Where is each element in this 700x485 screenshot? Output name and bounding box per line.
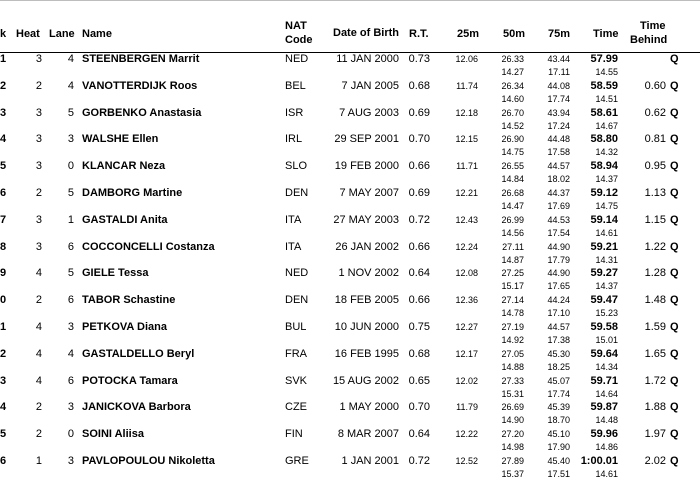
cell-time: 59.71 (590, 374, 618, 387)
cell-dob: 18 FEB 2005 (334, 294, 399, 307)
table-row (0, 161, 700, 188)
cell-rt: 0.72 (408, 455, 430, 467)
cell-i75: 18.25 (547, 361, 570, 372)
table-row (0, 81, 700, 108)
cell-i100: 14.61 (595, 227, 618, 238)
table-row (0, 322, 700, 349)
cell-s75: 44.37 (547, 188, 570, 198)
cell-i100: 14.31 (595, 254, 618, 265)
cell-i100: 14.75 (595, 201, 618, 211)
cell-i100: 14.37 (595, 174, 618, 185)
cell-dob: 11 JAN 2000 (336, 53, 399, 65)
cell-lane: 3 (67, 133, 74, 146)
cell-i100: 14.51 (595, 93, 618, 104)
cell-nat: FIN (285, 428, 303, 441)
cell-s50: 27.19 (501, 322, 524, 332)
cell-nat: SVK (285, 374, 308, 387)
cell-s50: 26.68 (501, 188, 524, 198)
cell-i75: 17.10 (547, 308, 570, 319)
cell-i100: 14.64 (595, 388, 618, 399)
table-row (0, 456, 700, 483)
cell-time: 59.58 (590, 321, 618, 333)
cell-heat: 3 (35, 133, 42, 146)
cell-name: PAVLOPOULOU Nikoletta (82, 455, 215, 467)
cell-s75: 44.57 (547, 161, 570, 172)
header-dob: Date of Birth (333, 27, 399, 39)
cell-i75: 17.24 (547, 120, 570, 131)
table-row (0, 268, 700, 295)
cell-s25: 11.79 (456, 402, 478, 413)
cell-behind: 0.62 (644, 106, 666, 119)
cell-s75: 44.57 (547, 322, 570, 332)
cell-i100: 14.55 (595, 67, 618, 77)
cell-heat: 4 (35, 321, 42, 333)
cell-lane: 4 (67, 79, 74, 92)
cell-s75: 44.90 (547, 241, 570, 252)
cell-lane: 6 (67, 374, 74, 387)
cell-s50: 27.25 (501, 268, 524, 279)
cell-dob: 27 MAY 2003 (333, 213, 399, 226)
cell-name: STEENBERGEN Marrit (82, 53, 200, 65)
cell-s50: 26.90 (501, 134, 524, 145)
cell-q: Q (670, 240, 679, 253)
header-name: Name (82, 28, 112, 40)
cell-s75: 44.48 (547, 134, 570, 145)
cell-i75: 17.65 (547, 281, 570, 292)
cell-s25: 12.27 (455, 322, 478, 332)
cell-lane: 5 (67, 106, 74, 119)
cell-q: Q (670, 374, 679, 387)
cell-s75: 43.44 (547, 54, 570, 64)
cell-dob: 1 JAN 2001 (341, 455, 399, 467)
cell-i100: 14.48 (595, 415, 618, 426)
cell-heat: 3 (35, 160, 42, 173)
cell-s75: 44.08 (547, 80, 570, 91)
cell-s75: 44.90 (547, 268, 570, 279)
cell-dob: 8 MAR 2007 (337, 428, 399, 441)
cell-dob: 26 JAN 2002 (335, 240, 399, 253)
cell-time: 59.96 (590, 428, 618, 441)
cell-name: GASTALDI Anita (82, 213, 168, 226)
cell-s25: 12.06 (455, 54, 478, 64)
cell-time: 59.64 (590, 347, 618, 360)
cell-q: Q (670, 428, 679, 441)
cell-i50: 14.78 (501, 308, 524, 319)
table-row (0, 215, 700, 242)
table-row (0, 402, 700, 429)
cell-s50: 27.14 (501, 295, 524, 306)
cell-dob: 1 NOV 2002 (338, 267, 399, 280)
cell-rt: 0.66 (408, 160, 430, 173)
table-row (0, 429, 700, 456)
cell-nat: SLO (285, 160, 308, 173)
cell-rt: 0.64 (408, 428, 430, 441)
header-50m: 50m (503, 28, 526, 40)
cell-lane: 3 (67, 401, 74, 414)
cell-rank: 4 (0, 133, 7, 146)
cell-lane: 0 (67, 160, 74, 173)
header-rank: k (0, 28, 7, 40)
cell-dob: 7 AUG 2003 (339, 106, 399, 119)
top-divider (0, 0, 700, 1)
cell-s75: 45.40 (547, 456, 570, 466)
cell-i75: 17.58 (547, 147, 570, 158)
cell-s75: 45.07 (547, 375, 570, 386)
cell-time: 58.61 (590, 106, 618, 119)
cell-q: Q (670, 160, 679, 173)
cell-lane: 3 (67, 455, 74, 467)
cell-lane: 6 (67, 240, 74, 253)
cell-rank: 1 (0, 321, 7, 333)
cell-behind: 1.13 (644, 187, 666, 199)
cell-behind: 1.59 (644, 321, 666, 333)
cell-q: Q (670, 213, 679, 226)
cell-s25: 12.02 (455, 375, 478, 386)
cell-s25: 12.17 (455, 348, 478, 359)
cell-heat: 3 (35, 106, 42, 119)
cell-s50: 27.89 (501, 456, 524, 466)
cell-dob: 15 AUG 2002 (332, 374, 399, 387)
cell-dob: 10 JUN 2000 (334, 321, 399, 333)
cell-rt: 0.69 (408, 106, 430, 119)
cell-lane: 5 (67, 267, 74, 280)
cell-nat: BEL (285, 79, 306, 92)
cell-dob: 1 MAY 2000 (339, 401, 399, 414)
cell-q: Q (670, 401, 679, 414)
header-rt: R.T. (409, 28, 429, 40)
cell-rt: 0.73 (408, 53, 430, 65)
table-header (0, 14, 700, 54)
cell-rank: 0 (0, 294, 7, 307)
cell-nat: ITA (285, 240, 302, 253)
cell-i50: 14.92 (501, 335, 524, 345)
cell-i100: 14.37 (595, 281, 618, 292)
cell-s25: 11.71 (456, 161, 478, 172)
cell-rt: 0.68 (408, 79, 430, 92)
cell-i50: 14.27 (501, 67, 524, 77)
cell-i75: 18.02 (547, 174, 570, 185)
cell-rank: 9 (0, 267, 7, 280)
cell-nat: BUL (285, 321, 307, 333)
cell-s25: 12.22 (455, 429, 478, 440)
cell-s50: 26.99 (501, 214, 524, 225)
cell-name: TABOR Schastine (82, 294, 176, 307)
cell-i50: 14.87 (501, 254, 524, 265)
cell-heat: 3 (35, 213, 42, 226)
cell-i50: 14.88 (501, 361, 524, 372)
header-lane: Lane (49, 28, 75, 40)
cell-i100: 15.01 (595, 335, 618, 345)
cell-i75: 17.54 (547, 227, 570, 238)
cell-s25: 12.52 (455, 456, 478, 466)
cell-q: Q (670, 187, 679, 199)
cell-s75: 43.94 (547, 107, 570, 118)
cell-q: Q (670, 347, 679, 360)
cell-s50: 26.34 (501, 80, 524, 91)
cell-name: COCCONCELLI Costanza (82, 240, 215, 253)
cell-lane: 0 (67, 428, 74, 441)
cell-i50: 14.52 (501, 120, 524, 131)
cell-time: 57.99 (590, 53, 618, 65)
cell-heat: 3 (35, 53, 42, 65)
cell-i50: 15.31 (501, 388, 524, 399)
header-time-behind-2: Behind (630, 34, 668, 46)
cell-i50: 14.90 (501, 415, 524, 426)
cell-name: JANICKOVA Barbora (82, 401, 191, 414)
header-code: Code (285, 34, 313, 46)
cell-q: Q (670, 294, 679, 307)
cell-q: Q (670, 267, 679, 280)
cell-i75: 17.51 (547, 469, 570, 479)
cell-behind: 0.81 (644, 133, 666, 146)
cell-rt: 0.68 (408, 347, 430, 360)
cell-q: Q (670, 455, 679, 467)
cell-i100: 14.67 (595, 120, 618, 131)
cell-behind: 1.97 (644, 428, 666, 441)
cell-rank: 6 (0, 187, 7, 199)
cell-rank: 2 (0, 347, 7, 360)
cell-s50: 26.70 (501, 107, 524, 118)
cell-q: Q (670, 53, 679, 65)
cell-name: DAMBORG Martine (82, 187, 183, 199)
cell-rank: 5 (0, 160, 7, 173)
cell-i75: 17.38 (547, 335, 570, 345)
cell-heat: 2 (35, 294, 42, 307)
cell-q: Q (670, 79, 679, 92)
cell-heat: 2 (35, 187, 42, 199)
cell-heat: 2 (35, 401, 42, 414)
cell-rt: 0.72 (408, 213, 430, 226)
cell-lane: 4 (67, 347, 74, 360)
cell-dob: 19 FEB 2000 (334, 160, 399, 173)
cell-name: GIELE Tessa (82, 267, 149, 280)
header-25m: 25m (457, 28, 480, 40)
cell-s25: 12.08 (455, 268, 478, 279)
cell-s50: 27.05 (501, 348, 524, 359)
table-row (0, 54, 700, 81)
header-time: Time (593, 28, 619, 40)
cell-name: GORBENKO Anastasia (82, 106, 202, 119)
cell-heat: 3 (35, 240, 42, 253)
cell-s50: 27.33 (501, 375, 524, 386)
cell-i75: 17.11 (548, 67, 570, 77)
cell-behind: 1.48 (644, 294, 666, 307)
cell-behind: 1.88 (644, 401, 666, 414)
cell-q: Q (670, 133, 679, 146)
table-row (0, 134, 700, 161)
cell-s25: 12.24 (455, 241, 478, 252)
cell-lane: 4 (67, 53, 74, 65)
cell-behind: 1.15 (644, 213, 666, 226)
cell-s25: 12.43 (455, 214, 478, 225)
cell-behind: 0.95 (644, 160, 666, 173)
cell-lane: 1 (67, 213, 74, 226)
cell-behind: 1.22 (644, 240, 666, 253)
cell-s75: 45.30 (547, 348, 570, 359)
cell-heat: 2 (35, 428, 42, 441)
cell-name: PETKOVA Diana (82, 321, 167, 333)
cell-i50: 15.17 (501, 281, 524, 292)
cell-i75: 18.70 (547, 415, 570, 426)
cell-i50: 14.56 (501, 227, 524, 238)
cell-rank: 4 (0, 401, 7, 414)
cell-time: 1:00.01 (580, 455, 618, 467)
cell-i50: 14.47 (501, 201, 524, 211)
cell-s25: 12.15 (455, 134, 478, 145)
table-row (0, 376, 700, 403)
cell-dob: 7 MAY 2007 (339, 187, 399, 199)
table-row (0, 349, 700, 376)
cell-behind: 1.72 (644, 374, 666, 387)
cell-lane: 3 (67, 321, 74, 333)
header-nat: NAT (285, 20, 307, 32)
cell-heat: 1 (35, 455, 42, 467)
cell-time: 59.12 (590, 187, 618, 199)
cell-i100: 14.32 (595, 147, 618, 158)
cell-i100: 14.61 (595, 469, 618, 479)
cell-behind: 1.65 (644, 347, 666, 360)
cell-i50: 14.98 (501, 442, 524, 453)
cell-heat: 2 (35, 79, 42, 92)
cell-nat: ITA (285, 213, 302, 226)
cell-s25: 12.36 (455, 295, 478, 306)
cell-rank: 8 (0, 240, 7, 253)
cell-nat: NED (285, 267, 309, 280)
cell-rank: 3 (0, 106, 7, 119)
cell-rt: 0.64 (408, 267, 430, 280)
cell-s75: 45.39 (547, 402, 570, 413)
cell-i50: 14.75 (501, 147, 524, 158)
cell-rank: 5 (0, 428, 7, 441)
cell-lane: 5 (67, 187, 74, 199)
cell-time: 59.47 (590, 294, 618, 307)
cell-heat: 4 (35, 347, 42, 360)
cell-rank: 7 (0, 213, 7, 226)
cell-s75: 44.24 (547, 295, 570, 306)
cell-s50: 27.11 (502, 241, 524, 252)
cell-nat: ISR (285, 106, 304, 119)
cell-rt: 0.69 (408, 187, 430, 199)
cell-rt: 0.70 (408, 133, 430, 146)
cell-rt: 0.66 (408, 294, 430, 307)
cell-rank: 1 (0, 53, 7, 65)
table-row (0, 242, 700, 269)
cell-s25: 12.21 (455, 188, 478, 198)
cell-s75: 45.10 (547, 429, 570, 440)
cell-rt: 0.65 (408, 374, 430, 387)
cell-s50: 26.69 (501, 402, 524, 413)
cell-rt: 0.75 (408, 321, 430, 333)
cell-nat: DEN (285, 294, 309, 307)
cell-behind: 1.28 (644, 267, 666, 280)
table-row (0, 108, 700, 135)
cell-rank: 6 (0, 455, 7, 467)
cell-q: Q (670, 106, 679, 119)
header-time-behind-1: Time (640, 20, 666, 32)
header-75m: 75m (548, 28, 571, 40)
cell-i50: 15.37 (501, 469, 524, 479)
cell-rank: 2 (0, 79, 7, 92)
cell-time: 59.27 (590, 267, 618, 280)
cell-nat: GRE (285, 455, 309, 467)
cell-i75: 17.69 (547, 201, 570, 211)
cell-s25: 12.18 (455, 107, 478, 118)
cell-i100: 14.86 (595, 442, 618, 453)
cell-nat: DEN (285, 187, 309, 199)
cell-nat: FRA (285, 347, 307, 360)
cell-time: 59.14 (590, 213, 618, 226)
cell-nat: CZE (285, 401, 307, 414)
cell-time: 59.87 (590, 401, 618, 414)
cell-i100: 15.23 (595, 308, 618, 319)
cell-s50: 26.55 (501, 161, 524, 172)
cell-s75: 44.53 (547, 214, 570, 225)
cell-dob: 29 SEP 2001 (334, 133, 399, 146)
cell-time: 58.94 (590, 160, 618, 173)
cell-dob: 16 FEB 1995 (334, 347, 399, 360)
cell-name: SOINI Aliisa (82, 428, 144, 441)
cell-name: WALSHE Ellen (82, 133, 159, 146)
cell-i75: 17.90 (547, 442, 570, 453)
header-heat: Heat (16, 28, 40, 40)
cell-time: 59.21 (590, 240, 618, 253)
cell-nat: NED (285, 53, 309, 65)
cell-rt: 0.66 (408, 240, 430, 253)
cell-q: Q (670, 321, 679, 333)
cell-time: 58.80 (590, 133, 618, 146)
cell-nat: IRL (285, 133, 303, 146)
cell-i75: 17.74 (547, 388, 570, 399)
cell-behind: 0.60 (644, 79, 666, 92)
table-row (0, 295, 700, 322)
cell-name: VANOTTERDIJK Roos (82, 79, 198, 92)
table-row (0, 188, 700, 215)
cell-name: GASTALDELLO Beryl (82, 347, 195, 360)
cell-time: 58.59 (590, 79, 618, 92)
cell-s50: 26.33 (501, 54, 524, 64)
cell-s25: 11.74 (456, 80, 478, 91)
cell-heat: 4 (35, 267, 42, 280)
cell-lane: 6 (67, 294, 74, 307)
cell-heat: 4 (35, 374, 42, 387)
cell-rt: 0.70 (408, 401, 430, 414)
cell-name: POTOCKA Tamara (82, 374, 178, 387)
cell-i75: 17.74 (547, 93, 570, 104)
cell-rank: 3 (0, 374, 7, 387)
cell-i100: 14.34 (595, 361, 618, 372)
cell-dob: 7 JAN 2005 (341, 79, 399, 92)
cell-s50: 27.20 (501, 429, 524, 440)
cell-i50: 14.84 (501, 174, 524, 185)
cell-name: KLANCAR Neza (82, 160, 166, 173)
cell-i50: 14.60 (501, 93, 524, 104)
cell-behind: 2.02 (644, 455, 666, 467)
cell-i75: 17.79 (547, 254, 570, 265)
